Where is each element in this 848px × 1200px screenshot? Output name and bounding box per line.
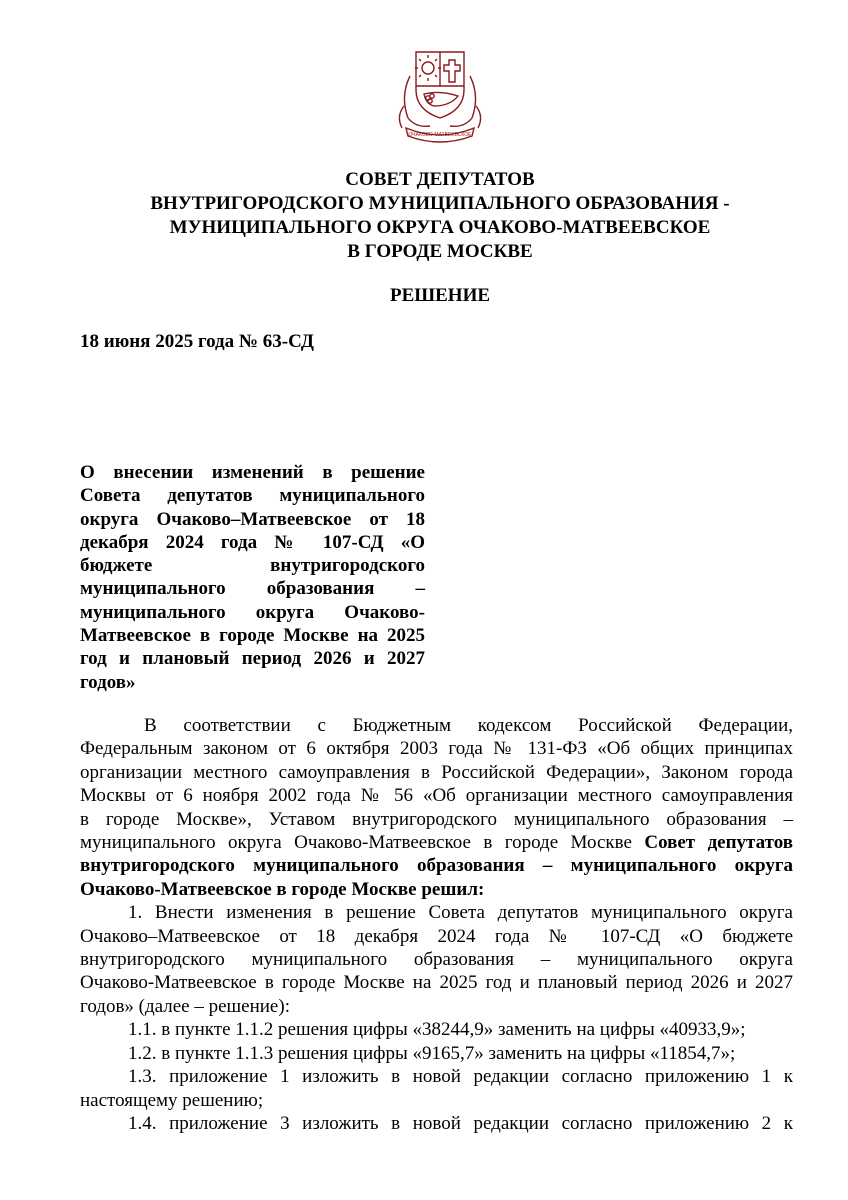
preamble-bold-text: Совет депутатов xyxy=(644,832,794,854)
decision-subject xyxy=(80,461,425,694)
council-header xyxy=(60,168,820,264)
subject-line: декабря 2024 года № 107-СД «О xyxy=(80,531,425,553)
preamble-line: В соответствии с Бюджетным кодексом Российской Федерации, xyxy=(144,715,793,736)
subject-line: Совета депутатов муниципального xyxy=(80,485,425,507)
subject-line: муниципального округа Очаково- xyxy=(80,601,425,623)
subject-line: округа Очаково–Матвеевское от 18 xyxy=(80,508,425,530)
subitem-1-1: 1.1. в пункте 1.1.2 решения цифры «38244,9» заменить на цифры «40933,9»; xyxy=(128,1019,746,1041)
subject-line: годов» xyxy=(80,671,136,693)
decision-body xyxy=(80,714,793,1135)
subject-line: муниципального образования – xyxy=(80,578,425,600)
header-line-3: МУНИЦИПАЛЬНОГО ОКРУГА ОЧАКОВО-МАТВЕЕВСКОЕ xyxy=(169,217,711,238)
coat-of-arms-emblem xyxy=(386,46,494,144)
item-1-line: Очаково-Матвеевское в городе Москве на 2025 год и плановый период 2026 и 2027 xyxy=(80,972,793,994)
subject-line: О внесении изменений в решение xyxy=(80,462,425,483)
item-1-line: Очаково–Матвеевское от 18 декабря 2024 года № 107-СД «О бюджете xyxy=(80,925,793,947)
item-1-line: годов» (далее – решение): xyxy=(80,995,290,1017)
preamble-line: Очаково-Матвеевское в городе Москве решил: xyxy=(80,878,485,900)
subitem-1-4: 1.4. приложение 3 изложить в новой редакции согласно приложению 2 к xyxy=(128,1112,793,1134)
preamble-text: муниципального округа Очаково-Матвеевское в городе Москве xyxy=(80,832,645,854)
preamble-line: внутригородского муниципального образования – муниципального округа xyxy=(80,855,793,877)
subitem-1-2: 1.2. в пункте 1.1.3 решения цифры «9165,7» заменить на цифры «11854,7»; xyxy=(128,1042,736,1064)
item-1-line: внутригородского муниципального образования – муниципального округа xyxy=(80,949,793,971)
item-1-line: 1. Внести изменения в решение Совета депутатов муниципального округа xyxy=(128,902,793,924)
preamble-line: в городе Москве», Уставом внутригородского муниципального образования – xyxy=(80,808,793,830)
preamble-line: Москвы от 6 ноября 2002 года № 56 «Об организации местного самоуправления xyxy=(80,785,793,807)
header-line-4: В ГОРОДЕ МОСКВЕ xyxy=(347,241,533,262)
subject-line: бюджете внутригородского xyxy=(80,555,425,577)
subject-line: год и плановый период 2026 и 2027 xyxy=(80,648,425,670)
subitem-1-3: 1.3. приложение 1 изложить в новой редакции согласно приложению 1 к xyxy=(128,1066,793,1088)
header-line-2: ВНУТРИГОРОДСКОГО МУНИЦИПАЛЬНОГО ОБРАЗОВАНИЯ - xyxy=(150,193,730,214)
decision-date-number: 18 июня 2025 года № 63-СД xyxy=(80,331,314,352)
subject-line: Матвеевское в городе Москве на 2025 xyxy=(80,625,425,647)
svg-text:ОЧАКОВО-МАТВЕЕВСКОЕ: ОЧАКОВО-МАТВЕЕВСКОЕ xyxy=(408,132,472,138)
header-line-1: СОВЕТ ДЕПУТАТОВ xyxy=(345,169,535,190)
preamble-line xyxy=(80,831,793,854)
decision-title: РЕШЕНИЕ xyxy=(389,285,491,306)
subitem-1-3-cont: настоящему решению; xyxy=(80,1089,264,1111)
preamble-line: организации местного самоуправления в Российской Федерации», Законом города xyxy=(80,761,793,783)
preamble-line: Федеральным законом от 6 октября 2003 года № 131-ФЗ «Об общих принципах xyxy=(80,738,793,760)
